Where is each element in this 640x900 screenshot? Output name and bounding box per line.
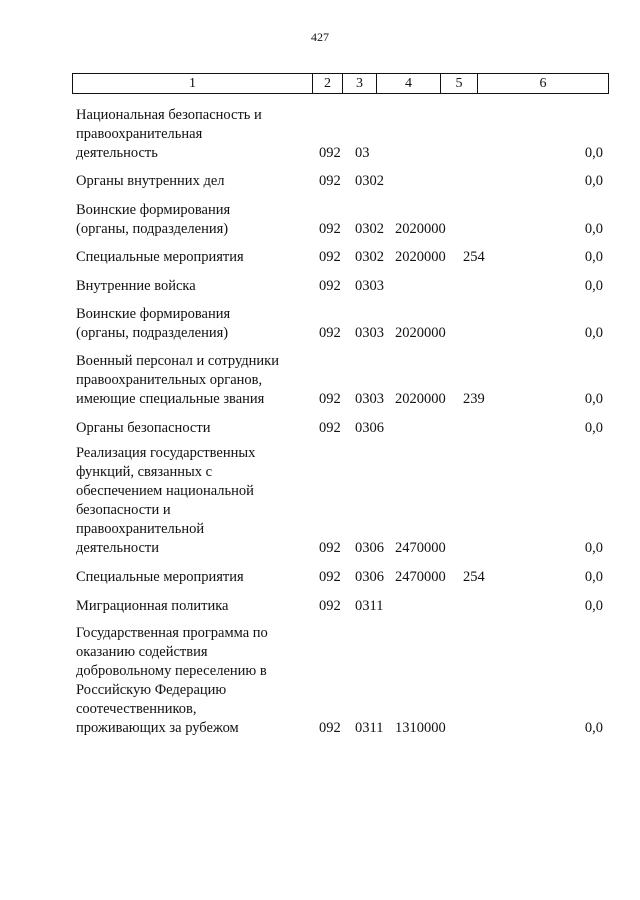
row-c6: 0,0 [584, 569, 603, 585]
row-c2: 092 [319, 391, 341, 407]
row-c2: 092 [319, 173, 341, 189]
row-c5: 254 [463, 569, 485, 585]
row-c3: 0306 [355, 420, 384, 436]
row-description: Миграционная политика [76, 598, 229, 614]
row-description: Воинские формирования (органы, подразделения) [76, 306, 231, 341]
table-row [0, 248, 640, 267]
row-c3: 03 [355, 145, 370, 161]
row-c2: 092 [319, 249, 341, 265]
row-c4: 1310000 [395, 720, 446, 736]
table-header [72, 73, 609, 94]
row-description: Воинские формирования (органы, подразделения) [76, 202, 231, 237]
row-c2: 092 [319, 540, 341, 556]
row-c4: 2470000 [395, 569, 446, 585]
row-c3: 0303 [355, 278, 384, 294]
row-c6: 0,0 [584, 720, 603, 736]
row-c3: 0302 [355, 173, 384, 189]
row-c3: 0303 [355, 325, 384, 341]
row-c6: 0,0 [584, 278, 603, 294]
table-row [0, 277, 640, 296]
table-row [0, 444, 640, 558]
row-c4: 2470000 [395, 540, 446, 556]
row-c3: 0311 [355, 598, 384, 614]
table-row [0, 597, 640, 616]
row-c3: 0306 [355, 540, 384, 556]
row-c2: 092 [319, 221, 341, 237]
row-c4: 2020000 [395, 325, 446, 341]
row-description: Реализация государственных функций, связанных с обеспечением национальной безопасности и правоохранительной деятельности [76, 445, 256, 556]
row-description: Органы внутренних дел [76, 173, 225, 189]
row-c6: 0,0 [584, 325, 603, 341]
row-c2: 092 [319, 720, 341, 736]
row-description: Органы безопасности [76, 420, 211, 436]
row-c2: 092 [319, 598, 341, 614]
row-c6: 0,0 [584, 221, 603, 237]
row-c6: 0,0 [584, 145, 603, 161]
row-c5: 239 [463, 391, 485, 407]
row-c6: 0,0 [584, 420, 603, 436]
header-cell-5: 5 [441, 74, 478, 93]
row-c4: 2020000 [395, 221, 446, 237]
table-row [0, 352, 640, 409]
header-cell-6: 6 [539, 76, 547, 91]
table-row [0, 624, 640, 738]
table-row [0, 201, 640, 239]
row-c6: 0,0 [584, 173, 603, 189]
table-row [0, 419, 640, 438]
row-c2: 092 [319, 278, 341, 294]
row-c3: 0302 [355, 249, 384, 265]
row-c3: 0303 [355, 391, 384, 407]
row-c2: 092 [319, 145, 341, 161]
row-description: Национальная безопасность и правоохранительная деятельность [76, 107, 262, 161]
row-c6: 0,0 [584, 598, 603, 614]
row-c5: 254 [463, 249, 485, 265]
row-description: Внутренние войска [76, 278, 196, 294]
row-c6: 0,0 [584, 540, 603, 556]
header-cell-2: 2 [313, 74, 343, 93]
row-c2: 092 [319, 569, 341, 585]
row-c2: 092 [319, 325, 341, 341]
header-cell-3: 3 [343, 74, 377, 93]
row-c6: 0,0 [584, 249, 603, 265]
row-c2: 092 [319, 420, 341, 436]
row-c6: 0,0 [584, 391, 603, 407]
row-description: Специальные мероприятия [76, 249, 244, 265]
row-c4: 2020000 [395, 391, 446, 407]
table-row [0, 305, 640, 343]
row-c3: 0302 [355, 221, 384, 237]
header-cell-1: 1 [73, 74, 313, 93]
row-description: Государственная программа по оказанию содействия добровольному переселению в Российскую Федерацию соотечественников, проживающих за рубежом [76, 625, 268, 736]
row-c3: 0311 [355, 720, 384, 736]
table-row [0, 106, 640, 163]
row-c4: 2020000 [395, 249, 446, 265]
table-row [0, 568, 640, 587]
row-description: Военный персонал и сотрудники правоохранительных органов, имеющие специальные звания [76, 353, 279, 407]
header-cell-4: 4 [377, 74, 441, 93]
row-c3: 0306 [355, 569, 384, 585]
row-description: Специальные мероприятия [76, 569, 244, 585]
table-row [0, 172, 640, 191]
page-number: 427 [311, 30, 329, 44]
